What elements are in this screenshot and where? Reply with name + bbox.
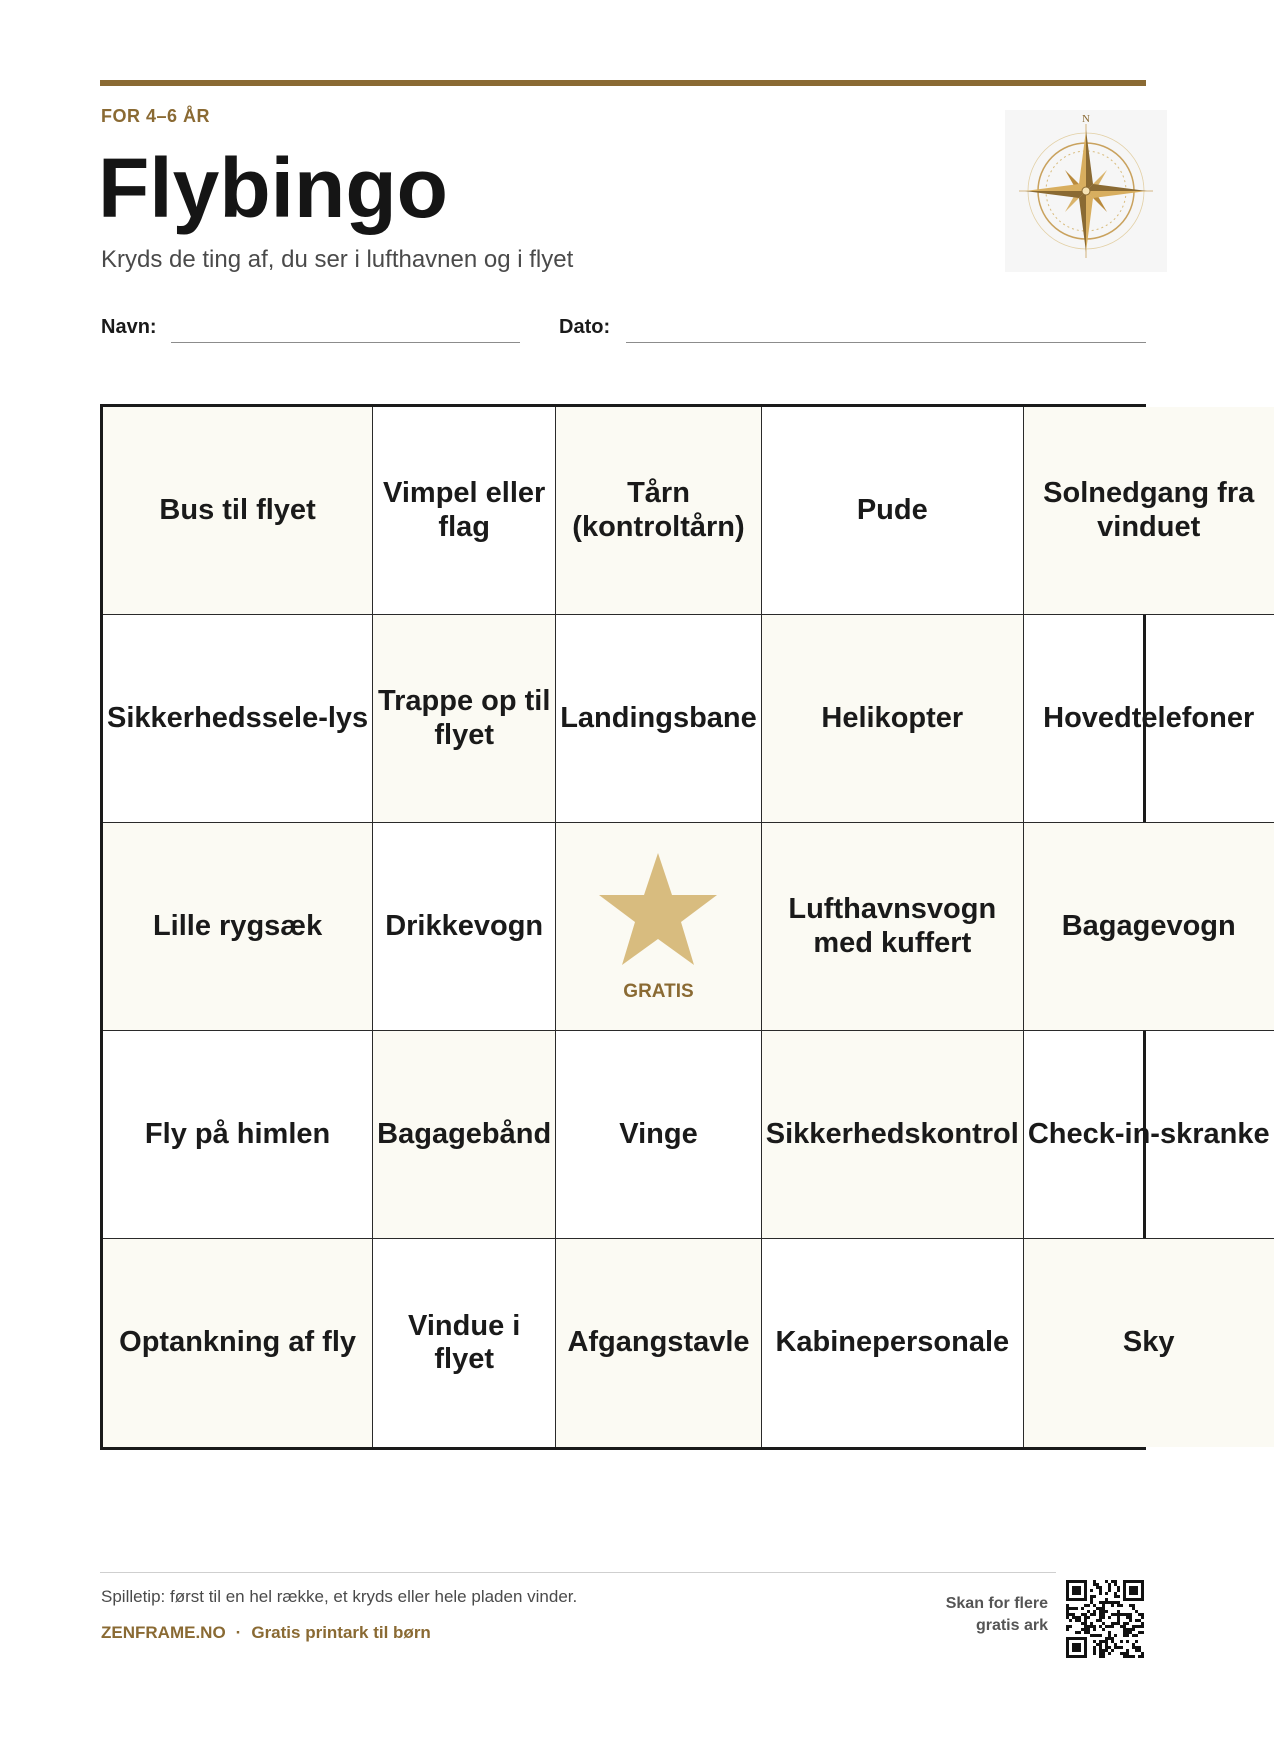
brand-tagline: Gratis printark til børn [251,1623,431,1642]
bingo-cell[interactable] [762,1239,1024,1447]
bingo-cell[interactable] [762,615,1024,823]
bingo-cell-label: Check-in-skranke [1027,1117,1270,1150]
bingo-cell[interactable] [1024,823,1274,1031]
svg-text:N: N [1082,113,1090,125]
page-subtitle: Kryds de ting af, du ser i lufthavnen og i flyet [101,246,574,273]
bingo-cell[interactable] [556,1031,762,1239]
bingo-cell[interactable] [1024,407,1274,615]
bingo-cell[interactable] [373,1031,556,1239]
date-field[interactable] [626,342,1146,343]
bingo-cell-label: Kabinepersonale [775,1326,1010,1359]
bingo-cell[interactable] [762,823,1024,1031]
bingo-cell-label: Landingsbane [560,701,757,734]
bingo-cell-label: Helikopter [821,701,964,734]
bingo-cell[interactable] [556,1239,762,1447]
bingo-cell-label: Fly på himlen [144,1117,331,1150]
bingo-cell-label: Sikkerhedssele-lys [107,701,369,734]
brand-link[interactable]: ZENFRAME.NO [101,1623,226,1642]
bingo-cell-label: Afgangstavle [567,1326,750,1359]
bingo-cell-label: Bagagevogn [1061,909,1236,942]
bingo-cell-label: Optankning af fly [119,1326,356,1359]
free-space-cell [556,823,762,1031]
qr-code-icon[interactable] [1066,1580,1144,1658]
bingo-cell-label: Vimpel eller flag [383,477,546,543]
bingo-cell-label: Lille rygsæk [152,909,323,942]
top-accent-rule [100,80,1146,86]
game-tip: Spilletip: først til en hel række, et kryds eller hele pladen vinder. [101,1587,578,1606]
bingo-cell-label: Hovedtelefoner [1043,701,1255,734]
bingo-cell[interactable] [1024,615,1274,823]
bingo-cell-label: Tårn (kontroltårn) [572,477,745,543]
scan-caption-line2: gratis ark [975,1617,1048,1635]
page-title: Flybingo [98,141,448,235]
scan-caption-line1: Skan for flere [945,1595,1048,1612]
bingo-cell-label: Solnedgang fra vinduet [1043,477,1255,543]
free-space-label: GRATIS [623,980,694,1002]
bingo-cell-label: Bagagebånd [377,1117,552,1150]
bingo-cell-label: Vindue i flyet [408,1309,521,1375]
bingo-cell[interactable] [373,823,556,1031]
footer-divider [100,1572,1056,1573]
star-icon [596,851,720,969]
bingo-cell[interactable] [103,1031,373,1239]
bingo-cell-label: Bus til flyet [159,493,316,526]
bingo-cell[interactable] [373,407,556,615]
compass-rose-icon [1005,110,1167,272]
bingo-cell-label: Sikkerhedskontrol [765,1117,1019,1150]
bingo-cell-label: Pude [856,493,928,526]
bingo-cell[interactable] [373,615,556,823]
bingo-cell[interactable] [762,407,1024,615]
bingo-cell[interactable] [1024,1239,1274,1447]
brand-line [101,1623,431,1643]
age-label: FOR 4–6 ÅR [101,106,211,126]
bingo-grid [100,404,1270,1450]
bingo-cell[interactable] [1024,1031,1274,1239]
bingo-cell[interactable] [103,615,373,823]
bingo-cell[interactable] [556,407,762,615]
brand-separator: · [235,1623,242,1642]
bingo-cell[interactable] [103,823,373,1031]
bingo-cell-label: Drikkevogn [385,909,544,942]
bingo-cell[interactable] [103,1239,373,1447]
bingo-cell[interactable] [103,407,373,615]
bingo-cell[interactable] [762,1031,1024,1239]
bingo-cell-label: Sky [1122,1326,1175,1359]
name-field[interactable] [171,342,520,343]
date-label: Dato: [559,316,611,338]
name-label: Navn: [101,316,157,338]
bingo-cell-label: Lufthavnsvogn med kuffert [788,893,997,959]
bingo-cell[interactable] [373,1239,556,1447]
bingo-cell-label: Vinge [619,1117,698,1150]
scan-caption [946,1593,1048,1638]
bingo-cell-label: Trappe op til flyet [377,685,551,751]
bingo-cell[interactable] [556,615,762,823]
